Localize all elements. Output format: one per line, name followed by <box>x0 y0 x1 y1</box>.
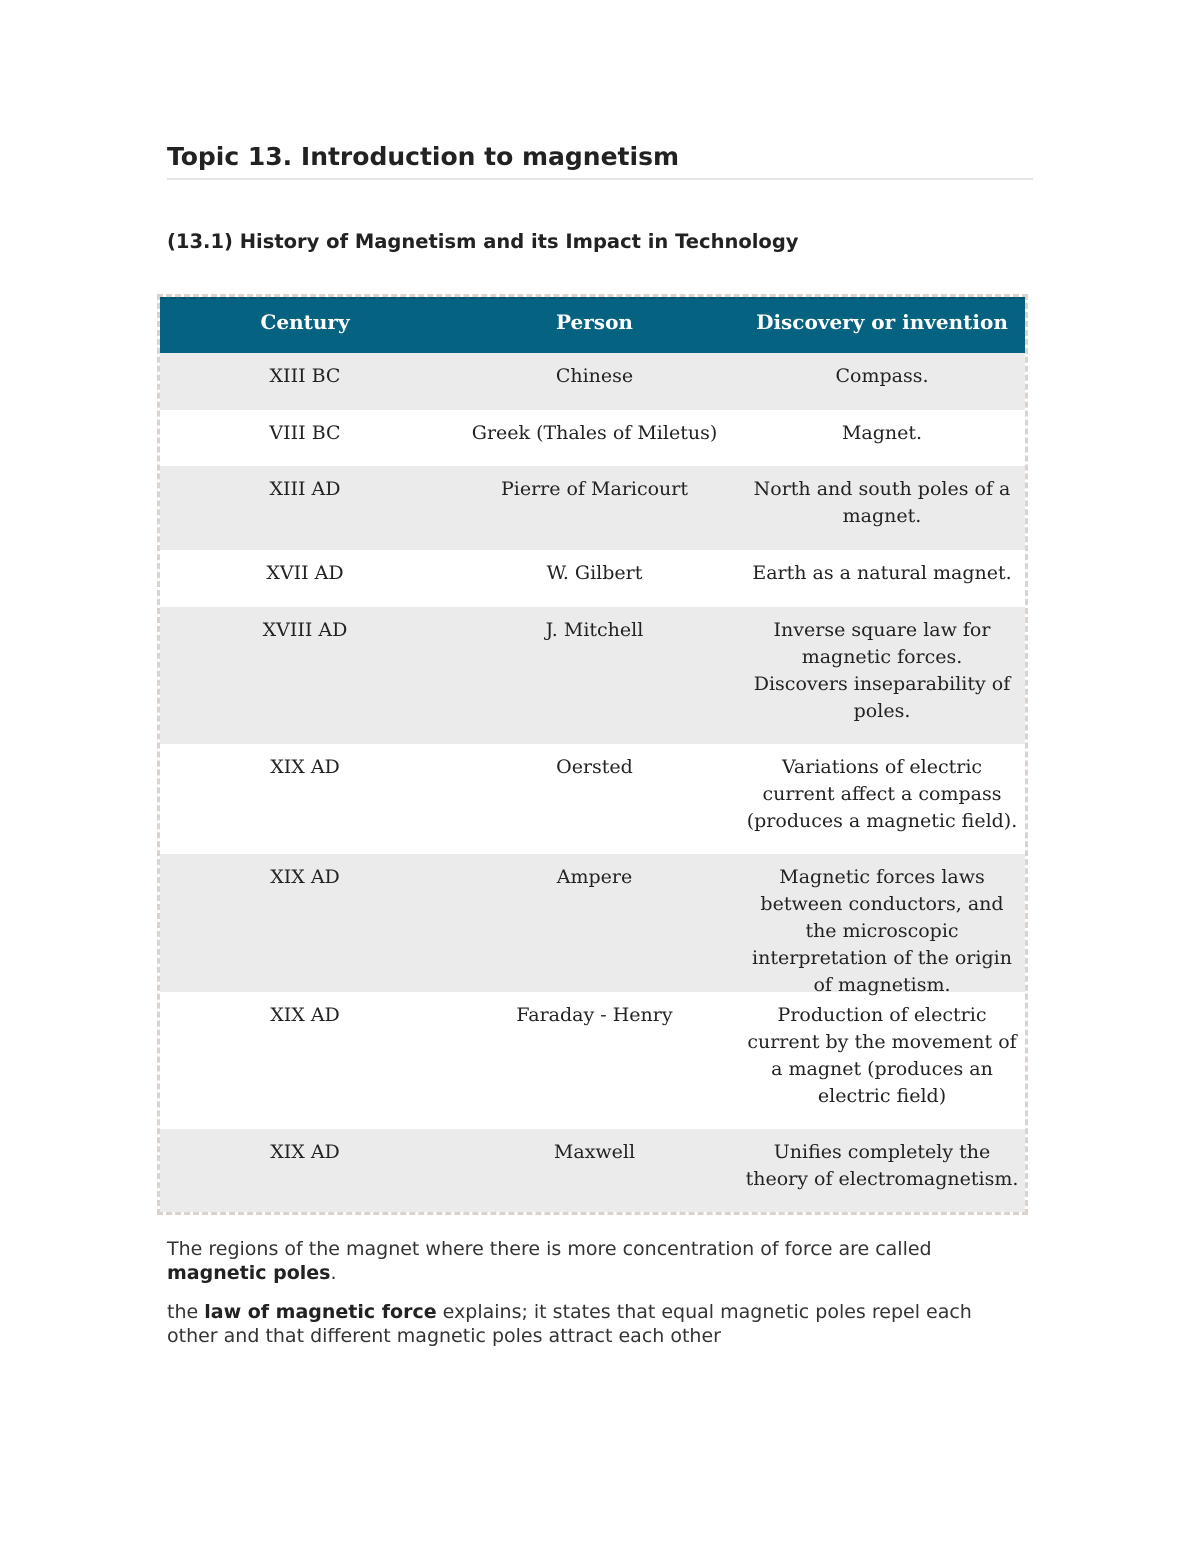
table-row <box>160 410 1025 466</box>
cell-person: Ampere <box>556 866 633 888</box>
table-row <box>160 744 1025 854</box>
cell-century: XIII AD <box>269 478 341 500</box>
table-row <box>160 992 1025 1129</box>
cell-discovery: Variations of electric current affect a compass (produces a magnetic field). <box>746 756 1018 832</box>
cell-century: XIX AD <box>270 1141 340 1163</box>
cell-person: Maxwell <box>553 1141 636 1163</box>
cell-person: Oersted <box>556 756 633 778</box>
paragraph-text: explains; it states that equal magnetic poles repel each other and that different magnetic poles attract each other <box>167 1301 972 1347</box>
section-heading: (13.1) History of Magnetism and its Impact in Technology <box>167 230 799 253</box>
header-discovery: Discovery or invention <box>756 310 1008 334</box>
page-title: Topic 13. Introduction to magnetism <box>167 140 1033 180</box>
cell-person: Chinese <box>555 365 634 387</box>
table-header-row <box>160 297 1025 353</box>
cell-person: Faraday - Henry <box>516 1004 673 1026</box>
cell-century: VIII BC <box>269 422 341 444</box>
cell-century: XIX AD <box>270 1004 340 1026</box>
cell-person: Pierre of Maricourt <box>500 478 689 500</box>
cell-century: XIII BC <box>269 365 341 387</box>
header-century: Century <box>260 310 350 334</box>
cell-century: XVIII AD <box>262 619 348 641</box>
table-row <box>160 607 1025 744</box>
cell-discovery: Magnetic forces laws between conductors, and the microscopic interpretation of the origin of magnetism. <box>752 866 1012 996</box>
cell-discovery: Production of electric current by the movement of a magnet (produces an electric field) <box>747 1004 1017 1107</box>
cell-century: XVII AD <box>266 562 344 584</box>
cell-discovery: Inverse square law for magnetic forces. Discovers inseparability of poles. <box>753 619 1011 722</box>
history-table <box>157 294 1028 1215</box>
table-row <box>160 854 1025 996</box>
cell-discovery: North and south poles of a magnet. <box>753 478 1011 527</box>
cell-discovery: Earth as a natural magnet. <box>752 562 1012 584</box>
paragraph-text: . <box>330 1262 337 1284</box>
paragraph-law-of-magnetic-force <box>167 1300 1007 1348</box>
table-row <box>160 353 1025 410</box>
paragraph-text: The regions of the magnet where there is more concentration of force are called <box>167 1238 932 1260</box>
bold-term-law-of-magnetic-force: law of magnetic force <box>204 1301 437 1323</box>
paragraph-magnetic-poles <box>167 1237 1007 1285</box>
paragraph-text: the <box>167 1301 205 1323</box>
table-row <box>160 550 1025 607</box>
cell-discovery: Magnet. <box>841 422 923 444</box>
cell-century: XIX AD <box>270 756 340 778</box>
cell-person: Greek (Thales of Miletus) <box>471 422 718 444</box>
cell-discovery: Compass. <box>835 365 929 387</box>
cell-discovery: Unifies completely the theory of electromagnetism. <box>745 1141 1019 1190</box>
table-row <box>160 1129 1025 1212</box>
header-person: Person <box>556 310 633 334</box>
cell-person: W. Gilbert <box>546 562 643 584</box>
bold-term-magnetic-poles: magnetic poles <box>167 1262 331 1284</box>
cell-century: XIX AD <box>270 866 340 888</box>
cell-person: J. Mitchell <box>545 619 644 641</box>
table-row <box>160 466 1025 550</box>
